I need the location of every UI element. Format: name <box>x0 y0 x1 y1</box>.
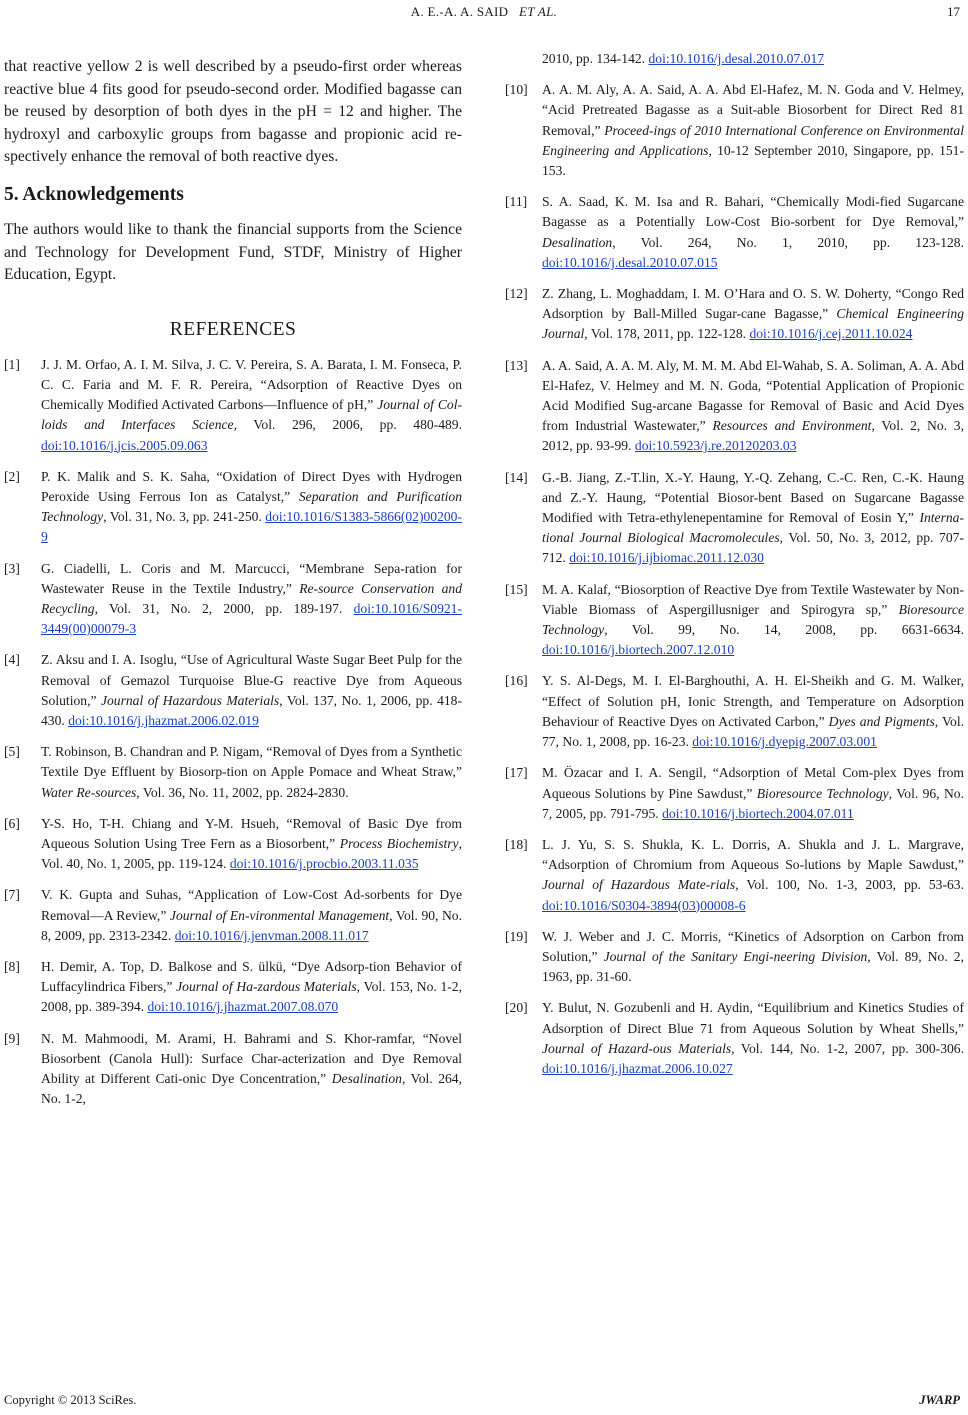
reference-authors-title: J. J. M. Orfao, A. I. M. Silva, J. C. V. Pereira, S. A. Barata, I. M. Fonseca, P. C. C. Faria and M. F. R. Pereira, “Adsorption of Reactive Dyes on Chemically Modified Activated Carbons—Influence of pH,” <box>41 356 462 413</box>
reference-item <box>4 355 462 456</box>
reference-journal: Journal of Hazard-ous Materials <box>542 1040 732 1056</box>
reference-number: [16] <box>505 673 528 689</box>
reference-authors-title: Z. Zhang, L. Moghaddam, I. M. O’Hara and O. S. W. Doherty, “Congo Red Adsorption by Ball-Milled Sugar-cane Bagasse,” <box>542 286 964 322</box>
reference-number: [3] <box>4 560 20 576</box>
reference-number: [20] <box>505 1000 528 1016</box>
reference-journal: Separation and Purification Technology <box>41 488 462 525</box>
copyright-notice: Copyright © 2013 SciRes. <box>4 1393 137 1407</box>
reference-number: [4] <box>4 652 20 668</box>
reference-authors-title: P. K. Malik and S. K. Saha, “Oxidation of Direct Dyes with Hydrogen Peroxide Using Ferrous Ion as Catalyst,” <box>41 468 462 504</box>
reference-doi-link[interactable]: doi:10.1016/j.jcis.2005.09.063 <box>41 437 208 453</box>
reference-item <box>4 885 462 946</box>
reference-item <box>505 468 964 569</box>
reference-details: , Vol. 144, No. 1-2, 2007, pp. 300-306. <box>731 1040 964 1056</box>
references-heading: REFERENCES <box>169 318 297 340</box>
reference-journal: Re-source Conservation and Recycling <box>41 580 462 616</box>
reference-journal: Proceed-ings of 2010 International Conference on Environmental Engineering and Applications <box>542 122 964 158</box>
reference-number: [7] <box>4 887 20 903</box>
reference-number: [17] <box>505 765 528 781</box>
reference-number: [14] <box>505 469 528 485</box>
reference-details: , Vol. 137, No. 1, 2006, pp. 418-430. <box>41 692 462 728</box>
page-number: 17 <box>947 4 960 19</box>
acknowledgements-paragraph: The authors would like to thank the financial supports from the Science and Technology for Development Fund, STDF, Ministry of Higher Education, Egypt. <box>4 220 462 284</box>
left-column <box>4 56 462 1120</box>
reference-details: , Vol. 90, No. 8, 2009, pp. 2313-2342. <box>41 907 463 943</box>
reference-item <box>4 957 462 1018</box>
page-header <box>0 4 968 24</box>
reference-doi-link[interactable]: doi:10.1016/j.ijbiomac.2011.12.030 <box>569 550 764 566</box>
running-head-etal: ET AL. <box>519 4 558 19</box>
reference-item <box>505 998 964 1079</box>
reference-doi-link[interactable]: doi:10.5923/j.re.20120203.03 <box>634 438 797 454</box>
reference-item: [9] N. M. Mahmoodi, M. Arami, H. Bahrami and S. Khor-ramfar, “Novel Biosorbent (Canola Hull): Surface Char-acterization and Dye Removal Ability at Different Cati-onic Dye Concentration,” Desalination, Vol. 264, No. 1-2, <box>4 1030 462 1107</box>
reference-number: [9] <box>4 1030 20 1046</box>
reference-number: [11] <box>505 194 528 210</box>
reference-item <box>505 927 964 988</box>
reference-authors-title: Y-S. Ho, T-H. Chiang and Y-M. Hsueh, “Removal of Basic Dye from Aqueous Solution Using Tree Fern as a Biosorbent,” <box>41 815 462 852</box>
reference-number: [10] <box>505 82 528 98</box>
reference-authors-title: G.-B. Jiang, Z.-T.lin, X.-Y. Haung, Y.-Q. Zehang, C.-C. Ren, C.-K. Haung and Z.-Y. Haung, “Potential Biosor-bent Based on Sugarcane Bagasse Modified with Tetra-ethylenepentamine for Removal of Eosin Y,” <box>542 469 964 526</box>
reference-details: , Vol. 100, No. 1-3, 2003, pp. 53-63. <box>735 877 964 893</box>
reference-journal: Journal of Ha-zardous Materials <box>176 979 357 995</box>
reference-journal: Water Re-sources <box>41 784 137 800</box>
reference-doi-link[interactable]: doi:10.1016/j.jhazmat.2007.08.070 <box>147 999 339 1015</box>
reference-journal: Chemical Engineering Journal <box>542 306 964 342</box>
reference-doi-link[interactable]: doi:10.1016/S0304-3894(03)00008-6 <box>542 897 746 913</box>
reference-authors-title: A. A. Said, A. A. M. Aly, M. M. M. Abd El-Wahab, S. A. Soliman, A. A. Abd El-Hafez, V. Helmey and M. N. Goda, “Potential Application of Propionic Acid Modified Sug-arcane Bagasse for Removal of Basic and Acid Dyes from Industrial Wastewater,” <box>542 357 964 434</box>
reference-number: [12] <box>505 286 528 302</box>
reference-details: , Vol. 99, No. 14, 2008, pp. 6631-6634. <box>604 622 964 638</box>
reference-authors-title: T. Robinson, B. Chandran and P. Nigam, “Removal of Dyes from a Synthetic Textile Dye Effluent by Biosorp-tion on Apple Pomace and Wheat Straw,” <box>41 744 462 780</box>
reference-journal: Journal of Hazardous Materials <box>100 692 280 708</box>
reference-doi-link[interactable]: doi:10.1016/j.dyepig.2007.03.001 <box>692 734 877 750</box>
reference-authors-title: H. Demir, A. Top, D. Balkose and S. ülkü, “Dye Adsorp-tion Behavior of Luffacylindrica Fibers,” <box>41 959 462 995</box>
reference-item <box>505 580 964 661</box>
reference-item <box>505 763 964 824</box>
reference-number: [8] <box>4 959 20 975</box>
reference-number: [19] <box>505 928 528 944</box>
reference-doi-link[interactable]: doi:10.1016/j.desal.2010.07.017 <box>648 51 825 66</box>
reference-details: , Vol. 178, 2011, pp. 122-128. <box>584 326 747 342</box>
reference-journal: Dyes and Pigments <box>828 713 935 729</box>
reference-journal: Process Biochemistry <box>339 836 459 852</box>
reference-journal: Bioresource Technology <box>542 601 964 638</box>
reference-doi-link[interactable]: doi:10.1016/S0921-3449(00)00079-3 <box>41 600 462 637</box>
reference-authors-title: M. A. Kalaf, “Biosorption of Reactive Dye from Textile Wastewater by Non-Viable Biomass of Aspergillusniger and Spirogyra sp,” <box>542 581 964 617</box>
reference-list-left <box>4 355 462 1110</box>
reference-journal: Bioresource Technology <box>756 785 889 801</box>
reference-doi-link[interactable]: doi:10.1016/j.biortech.2007.12.010 <box>542 642 735 658</box>
reference-doi-link[interactable]: doi:10.1016/j.cej.2011.10.024 <box>749 326 913 342</box>
reference-item <box>505 356 964 457</box>
reference-item-continued: 2010, pp. 134-142. doi:10.1016/j.desal.2010.07.017 <box>542 51 825 66</box>
reference-authors-title: N. M. Mahmoodi, M. Arami, H. Bahrami and S. Khor-ramfar, “Novel Biosorbent (Canola Hull): Surface Char-acterization and Dye Removal Ability at Different Cati-onic Dye Concentration,” <box>41 1030 462 1087</box>
reference-doi-link[interactable]: doi:10.1016/j.desal.2010.07.015 <box>542 254 718 270</box>
reference-details: , Vol. 153, No. 1-2, 2008, pp. 389-394. <box>41 979 462 1015</box>
reference-doi-link[interactable]: doi:10.1016/j.jhazmat.2006.10.027 <box>542 1060 733 1076</box>
reference-authors-title: Y. S. Al-Degs, M. I. El-Barghouthi, A. H. El-Sheikh and G. M. Walker, “Effect of Solution pH, Ionic Strength, and Temperature on Adsorption Behaviour of Reactive Dyes on Activated Carbon,” <box>542 673 964 729</box>
reference-item <box>4 559 462 640</box>
reference-journal: Journal of the Sanitary Engi-neering Division <box>603 948 868 964</box>
reference-details: , Vol. 77, No. 1, 2008, pp. 16-23. <box>542 713 964 750</box>
reference-journal: Journal of En-vironmental Management <box>169 907 390 923</box>
reference-authors-title: M. Özacar and I. A. Sengil, “Adsorption of Metal Com-plex Dyes from Aqueous Solutions by Pine Sawdust,” <box>542 765 964 801</box>
reference-details: , Vol. 264, No. 1, 2010, pp. 123-128. <box>612 234 964 250</box>
reference-item <box>505 671 964 752</box>
reference-details: , Vol. 31, No. 2, 2000, pp. 189-197. <box>94 600 343 616</box>
reference-item <box>505 192 964 273</box>
reference-journal: Interna-tional Journal Biological Macromolecules <box>542 510 964 546</box>
reference-number: [18] <box>505 836 528 852</box>
reference-details: , Vol. 2, No. 3, 2012, pp. 93-99. <box>542 418 965 454</box>
journal-abbrev: JWARP <box>919 1393 960 1407</box>
reference-journal: Journal of Hazardous Mate-rials <box>542 877 736 893</box>
reference-number: [2] <box>4 468 20 484</box>
reference-journal: Desalination <box>542 234 613 250</box>
reference-details: , Vol. 31, No. 3, pp. 241-250. <box>103 509 262 525</box>
reference-authors-title: G. Ciadelli, L. Coris and M. Marcucci, “Membrane Sepa-ration for Wastewater Reuse in the Textile Industry,” <box>41 560 462 596</box>
reference-item <box>505 80 964 181</box>
right-column <box>505 49 964 1090</box>
reference-details: , Vol. 36, No. 11, 2002, pp. 2824-2830. <box>136 784 349 800</box>
reference-item <box>505 284 964 345</box>
reference-authors-title: V. K. Gupta and Suhas, “Application of Low-Cost Ad-sorbents for Dye Removal—A Review,” <box>41 887 462 923</box>
reference-journal: Journal of Col-loids and Interfaces Science <box>41 397 463 433</box>
reference-doi-link[interactable]: doi:10.1016/j.jhazmat.2006.02.019 <box>68 713 259 728</box>
reference-authors-title: L. J. Yu, S. S. Shukla, K. L. Dorris, A. Shukla and J. L. Margrave, “Adsorption of Chromium from Aqueous So-lutions by Maple Sawdust,” <box>542 836 964 873</box>
conclusion-paragraph: that reactive yellow 2 is well described by a pseudo-first order whereas reactive blue 4 fits good for pseudo-second order. Modified bagasse can be reused by desorption of both dyes in the pH = 12 and higher. The hydroxyl and carboxylic groups from bagasse and propionic acid re-spectively enhance the removal of both reactive dyes. <box>4 58 462 166</box>
reference-item <box>4 467 462 548</box>
reference-item <box>4 650 462 731</box>
reference-doi-link[interactable]: doi:10.1016/j.jenvman.2008.11.017 <box>174 927 369 943</box>
reference-number: [6] <box>4 815 20 831</box>
running-head <box>0 4 968 20</box>
reference-details: , Vol. 89, No. 2, 1963, pp. 31-60. <box>542 948 964 985</box>
running-head-authors: A. E.-A. A. SAID <box>410 4 509 19</box>
reference-list-right <box>505 49 964 1079</box>
reference-journal: Desalination <box>331 1071 402 1087</box>
reference-item <box>505 835 964 916</box>
reference-authors-title: W. J. Weber and J. C. Morris, “Kinetics of Adsorption on Carbon from Solution,” <box>542 928 964 964</box>
reference-authors-title: Z. Aksu and I. A. Isoglu, “Use of Agricultural Waste Sugar Beet Pulp for the Removal of Gemazol Turquoise Blue-G reactive Dye from Aqueous Solution,” <box>41 652 462 708</box>
reference-authors-title: Y. Bulut, N. Gozubenli and H. Aydin, “Equilibrium and Kinetics Studies of Adsorption of Direct Blue 71 from Aqueous Solution by Wheat Shells,” <box>542 1000 964 1036</box>
reference-item <box>4 742 462 803</box>
reference-authors-title: S. A. Saad, K. M. Isa and R. Bahari, “Chemically Modi-fied Sugarcane Bagasse as a Potentially Low-Cost Bio-sorbent for Dye Removal,” <box>542 194 964 230</box>
reference-doi-link[interactable]: doi:10.1016/S1383-5866(02)00200-9 <box>41 509 462 545</box>
reference-authors-title: A. A. M. Aly, A. A. Said, A. A. Abd El-Hafez, M. N. Goda and V. Helmey, “Acid Pretreated Bagasse as a Suit-able Biosorbent for Direct Red 81 Removal,” <box>542 82 964 138</box>
reference-journal: Resources and Environment <box>712 418 872 434</box>
reference-number: [15] <box>505 581 528 597</box>
reference-details: , Vol. 50, No. 3, 2012, pp. 707-712. <box>542 530 964 566</box>
reference-number: [13] <box>505 357 528 373</box>
reference-number: [5] <box>4 744 20 760</box>
reference-doi-link[interactable]: doi:10.1016/j.biortech.2004.07.011 <box>662 805 854 821</box>
reference-number: [1] <box>4 356 20 372</box>
reference-details: , Vol. 296, 2006, pp. 480-489. <box>233 417 462 433</box>
reference-doi-link[interactable]: doi:10.1016/j.procbio.2003.11.035 <box>229 856 419 872</box>
reference-details: , Vol. 40, No. 1, 2005, pp. 119-124. <box>41 836 462 872</box>
acknowledgements-heading: 5. Acknowledgements <box>4 183 184 205</box>
reference-details: , 10-12 September 2010, Singapore, pp. 151-153. <box>542 142 964 179</box>
reference-details: , Vol. 96, No. 7, 2005, pp. 791-795. <box>542 785 964 821</box>
reference-item <box>4 814 462 875</box>
